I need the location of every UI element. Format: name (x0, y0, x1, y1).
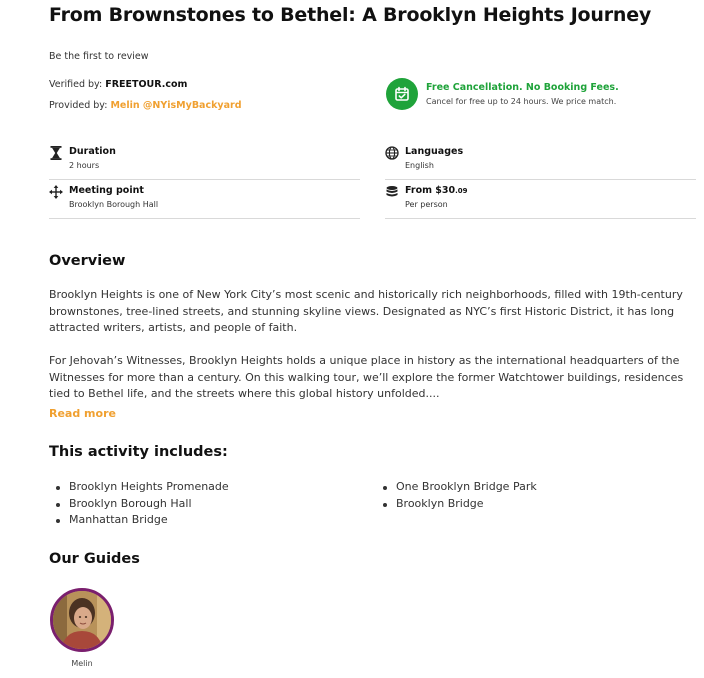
meeting-point-value: Brooklyn Borough Hall (69, 200, 159, 209)
includes-list-right (376, 479, 537, 512)
price-amount: From $30 (405, 185, 456, 196)
list-item: Manhattan Bridge (49, 512, 229, 529)
provided-by (49, 100, 242, 111)
meeting-point-label: Meeting point (69, 185, 144, 196)
overview-paragraph-1: Brooklyn Heights is one of New York City’s most scenic and historically rich neighborhoods, filled with 19th-century brownstones, tree-lined streets, and stunning skyline views. Designated as NYC’s first Historic District, it has long attracted writers, artists, and people of faith. (49, 288, 683, 334)
read-more-link[interactable]: Read more (49, 407, 116, 420)
verified-by-name: FREETOUR.com (105, 79, 188, 90)
fact-price (385, 179, 696, 219)
price-cents: .09 (455, 187, 468, 195)
overview-heading: Overview (49, 253, 126, 269)
globe-icon (385, 146, 399, 160)
duration-value: 2 hours (69, 161, 100, 170)
tour-title: From Brownstones to Bethel: A Brooklyn Heights Journey (49, 4, 652, 26)
provided-label: Provided by: (49, 100, 111, 111)
review-link[interactable]: Be the first to review (49, 51, 149, 62)
cancellation-subtitle: Cancel for free up to 24 hours. We price match. (426, 97, 617, 106)
guide-avatar[interactable] (50, 588, 114, 652)
list-item: Brooklyn Heights Promenade (49, 479, 229, 496)
calendar-check-icon (386, 78, 418, 110)
list-item: One Brooklyn Bridge Park (376, 479, 537, 496)
hourglass-icon (49, 146, 63, 160)
move-arrows-icon (49, 185, 63, 199)
includes-heading: This activity includes: (49, 444, 228, 460)
languages-label: Languages (405, 146, 464, 157)
duration-label: Duration (69, 146, 116, 157)
provider-link[interactable]: Melin @NYisMyBackyard (110, 100, 242, 111)
languages-value: English (405, 161, 434, 170)
includes-list-left (49, 479, 229, 529)
list-item: Brooklyn Bridge (376, 496, 537, 513)
fact-duration (49, 140, 360, 180)
guides-heading: Our Guides (49, 551, 140, 567)
guide-name[interactable]: Melin (71, 659, 93, 668)
coins-icon (385, 185, 399, 199)
overview-paragraph-2: For Jehovah’s Witnesses, Brooklyn Heights holds a unique place in history as the international headquarters of the Witnesses for more than a century. On this walking tour, we’ll explore the former Watchtower buildings, residences tied to Bethel life, and the streets where this global history unfolded.... (49, 354, 684, 400)
list-item: Brooklyn Borough Hall (49, 496, 229, 513)
verified-by (49, 79, 187, 90)
fact-languages (385, 140, 696, 180)
fact-meeting-point (49, 179, 360, 219)
verified-label: Verified by: (49, 79, 106, 90)
cancellation-title: Free Cancellation. No Booking Fees. (426, 82, 619, 93)
price-unit: Per person (405, 200, 448, 209)
price-label (405, 185, 468, 196)
